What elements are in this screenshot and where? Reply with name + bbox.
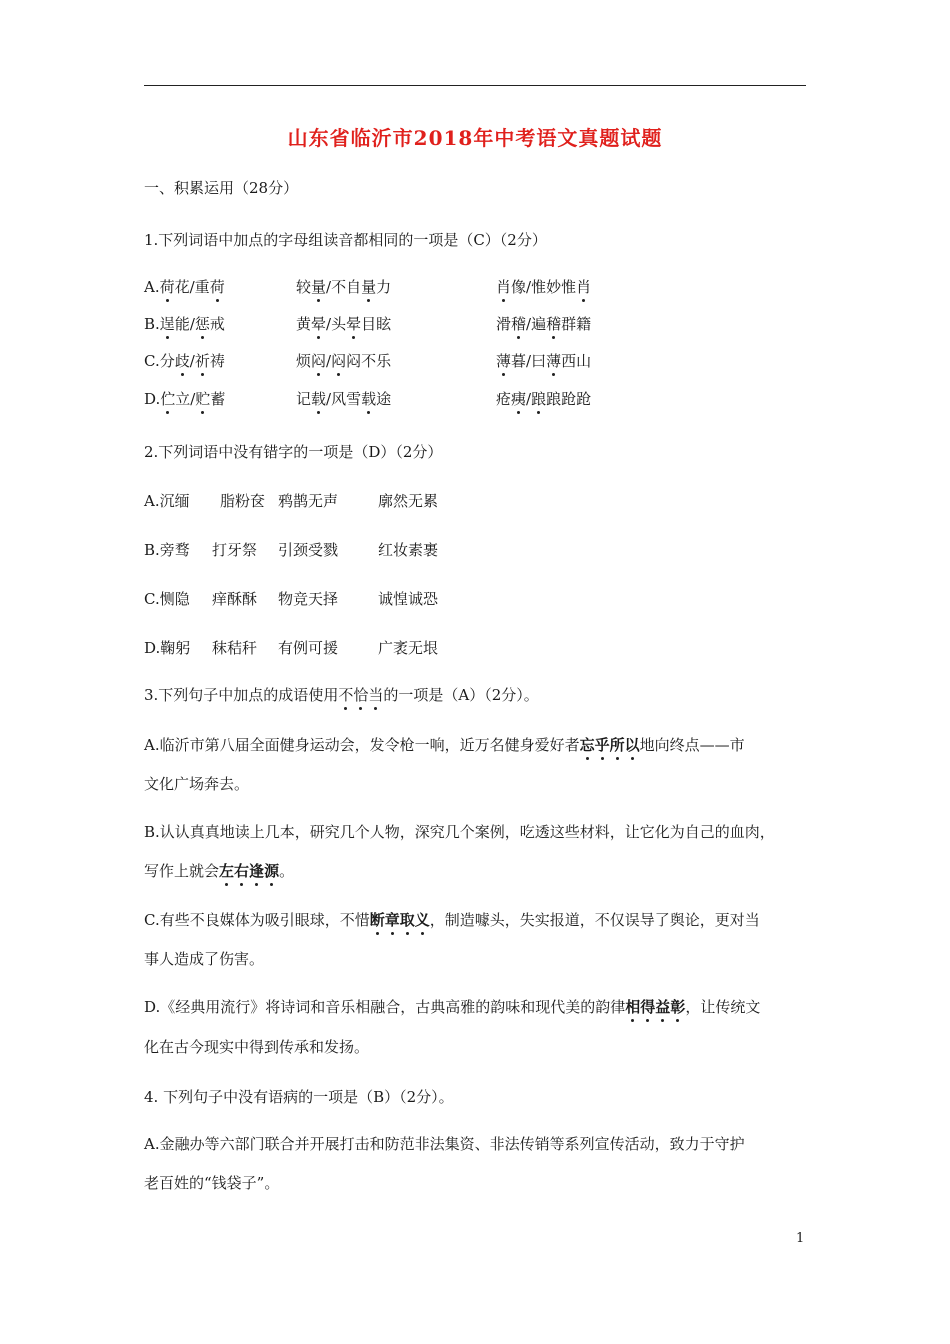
dotted-char: 彰 — [670, 998, 686, 1016]
dotted-char: 薄 — [496, 352, 512, 370]
dotted-char: 所 — [609, 736, 625, 754]
question-1-stem: 1.下列词语中加点的字母组读音都相同的一项是（C）（2分） — [144, 231, 547, 249]
dotted-char: 载 — [361, 390, 377, 408]
q1-word-pair: 烦闷/闷闷不乐 — [296, 352, 392, 370]
dotted-char: 稽 — [546, 315, 562, 333]
q3-stem-part: 的一项是（A）（2分）。 — [383, 686, 539, 704]
question-4-stem: 4. 下列句子中没有语病的一项是（B）（2分）。 — [144, 1088, 454, 1106]
dotted-char: 量 — [361, 278, 377, 296]
question-4-option-a-line1: A.金融办等六部门联合并开展打击和防范非法集资、非法传销等系列宣传活动，致力于守护 — [144, 1135, 745, 1153]
q3-option-line2: 文化广场奔去。 — [144, 775, 250, 793]
dotted-char: 荷 — [159, 278, 175, 296]
dotted-char: 义 — [414, 911, 430, 929]
dotted-char: 取 — [399, 911, 415, 929]
dotted-char: 当 — [368, 686, 384, 704]
q2-word: 引颈受戮 — [278, 541, 339, 559]
dotted-char: 相 — [625, 998, 641, 1016]
dotted-char: 逢 — [249, 862, 265, 880]
q2-word: 打牙祭 — [212, 541, 258, 559]
q1-word-pair: 疮痍/踉踉跄跄 — [496, 390, 592, 408]
q2-word: 痒酥酥 — [212, 590, 258, 608]
dotted-char: 闷 — [331, 352, 347, 370]
dotted-char: 源 — [264, 862, 280, 880]
dotted-char: 贮 — [195, 390, 211, 408]
q2-word: 物竞天择 — [278, 590, 339, 608]
q1-option-b: B.逞能/惩戒 — [144, 315, 225, 333]
q1-option-d: D.伫立/贮蓄 — [144, 390, 226, 408]
dotted-char: 晕 — [311, 315, 327, 333]
dotted-char: 逞 — [159, 315, 175, 333]
q3-option-line2: 事人造成了伤害。 — [144, 950, 265, 968]
header-rule — [144, 85, 806, 86]
q1-word-pair: 肖像/惟妙惟肖 — [496, 278, 592, 296]
q2-word: 红妆素裹 — [378, 541, 439, 559]
q1-word-pair: 记载/风雪载途 — [296, 390, 392, 408]
dotted-char: 踉 — [531, 390, 547, 408]
dotted-char: 得 — [640, 998, 656, 1016]
q2-word: 广袤无垠 — [378, 639, 439, 657]
q2-option-d: D.鞠躬 — [144, 639, 191, 657]
q2-option-c: C.恻隐 — [144, 590, 190, 608]
dotted-char: 稽 — [511, 315, 527, 333]
document-title: 山东省临沂市2018年中考语文真题试题 — [287, 126, 663, 150]
q2-word: 鸦鹊无声 — [278, 492, 339, 510]
q3-stem-dotted — [338, 686, 383, 704]
q1-word-pair: 薄暮/曰薄西山 — [496, 352, 592, 370]
q1-word-pair: 黄晕/头晕目眩 — [296, 315, 392, 333]
section-heading: 一、积累运用（28分） — [144, 179, 299, 197]
dotted-char: 歧 — [174, 352, 190, 370]
dotted-char: 肖 — [496, 278, 512, 296]
question-4-option-a-line2: 老百姓的“钱袋子”。 — [144, 1174, 280, 1192]
q2-word: 廓然无累 — [378, 492, 439, 510]
dotted-char: 载 — [311, 390, 327, 408]
dotted-char: 祈 — [194, 352, 210, 370]
dotted-char: 忘 — [579, 736, 595, 754]
q1-option-a: A.荷花/重荷 — [144, 278, 225, 296]
dotted-char: 不 — [338, 686, 354, 704]
dotted-char: 痍 — [511, 390, 527, 408]
q2-word: 秣秸秆 — [212, 639, 258, 657]
q2-word: 有例可援 — [278, 639, 339, 657]
dotted-char: 左 — [219, 862, 235, 880]
dotted-char: 乎 — [594, 736, 610, 754]
q1-option-c: C.分歧/祈祷 — [144, 352, 225, 370]
dotted-char: 薄 — [546, 352, 562, 370]
q3-option-line1: B.认认真真地读上几本，研究几个人物，深究几个案例，吃透这些材料，让它化为自己的血肉， — [144, 823, 775, 841]
q3-option-line2: 化在古今现实中得到传承和发扬。 — [144, 1038, 370, 1056]
dotted-char: 惩 — [194, 315, 210, 333]
question-2-stem: 2.下列词语中没有错字的一项是（D）（2分） — [144, 443, 443, 461]
q2-option-b: B.旁骛 — [144, 541, 190, 559]
dotted-char: 益 — [655, 998, 671, 1016]
dotted-char: 断 — [369, 911, 385, 929]
dotted-char: 晕 — [346, 315, 362, 333]
dotted-char: 肖 — [576, 278, 592, 296]
q2-option-a: A.沉缅 — [144, 492, 190, 510]
dotted-char: 闷 — [311, 352, 327, 370]
q3-option-line1: A.临沂市第八届全面健身运动会，发令枪一响，近万名健身爱好者忘乎所以地向终点——市 — [144, 736, 745, 754]
dotted-char: 荷 — [209, 278, 225, 296]
question-3-stem — [144, 684, 539, 706]
dotted-char: 以 — [624, 736, 640, 754]
q3-stem-part: 3.下列句子中加点的成语使用 — [144, 686, 339, 704]
q2-word: 诚惶诚恐 — [378, 590, 439, 608]
dotted-char: 右 — [234, 862, 250, 880]
q3-option-line2: 写作上就会左右逢源。 — [144, 862, 295, 880]
dotted-char: 章 — [384, 911, 400, 929]
dotted-char: 伫 — [160, 390, 176, 408]
q1-word-pair: 较量/不自量力 — [296, 278, 392, 296]
dotted-char: 恰 — [353, 686, 369, 704]
q1-word-pair: 滑稽/遍稽群籍 — [496, 315, 592, 333]
q3-option-line1: D.《经典用流行》将诗词和音乐相融合，古典高雅的韵味和现代美的韵律相得益彰，让传统文 — [144, 998, 761, 1016]
page-number: 1 — [796, 1231, 805, 1246]
q3-option-line1: C.有些不良媒体为吸引眼球，不惜断章取义，制造噱头，失实报道，不仅误导了舆论，更对当 — [144, 911, 760, 929]
dotted-char: 量 — [311, 278, 327, 296]
q2-word: 脂粉奁 — [220, 492, 266, 510]
